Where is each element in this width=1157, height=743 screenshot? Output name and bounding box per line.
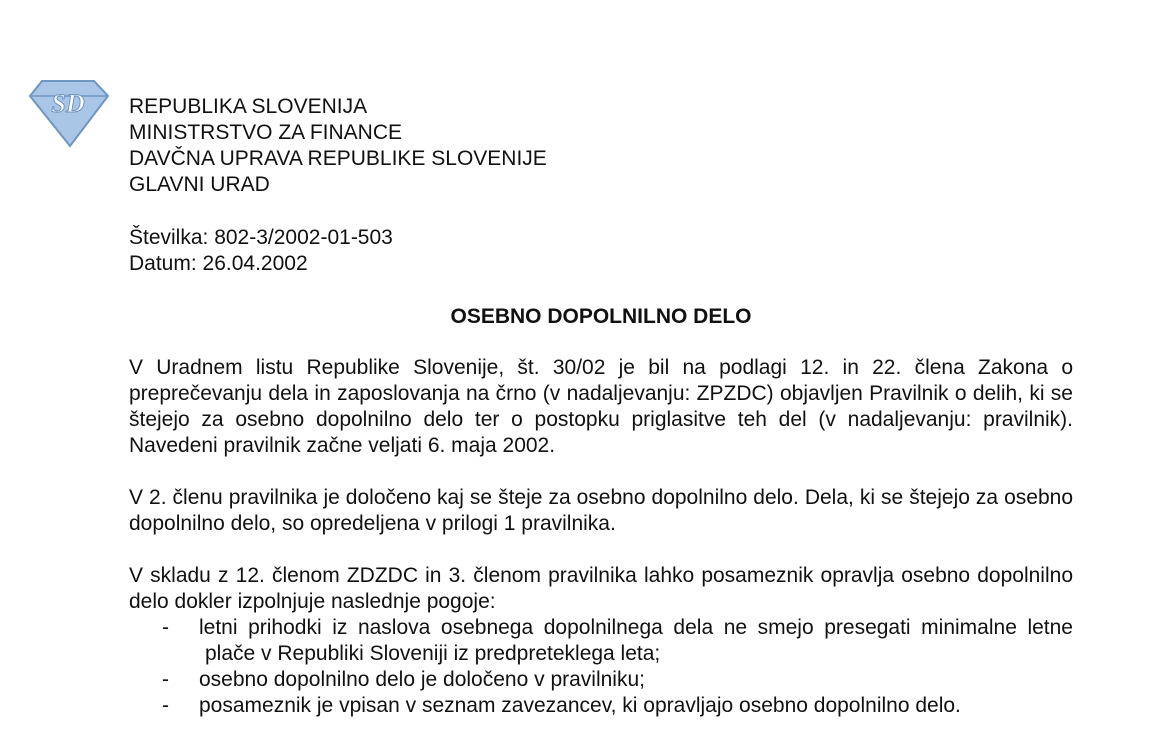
header-line-head-office: GLAVNI URAD (129, 173, 270, 196)
institution-header (129, 94, 547, 198)
document-date: Datum: 26.04.2002 (129, 252, 308, 275)
dash-marker: - (162, 668, 169, 691)
conditions-list (129, 615, 1073, 719)
list-item (129, 667, 1073, 693)
logo-lettering: SD (51, 89, 85, 118)
header-line-tax-administration: DAVČNA UPRAVA REPUBLIKE SLOVENIJE (129, 147, 547, 170)
document-title: OSEBNO DOPOLNILNO DELO (450, 305, 752, 328)
header-line-ministry: MINISTRSTVO ZA FINANCE (129, 121, 403, 144)
document-number: Številka: 802-3/2002-01-503 (129, 226, 393, 249)
paragraph-definition: V 2. členu pravilnika je določeno kaj se šteje za osebno dopolnilno delo. Dela, ki se štejejo za osebno dopolnilno delo, so opredeljena v prilogi 1 pravilnika. (129, 486, 1073, 535)
paragraph-intro: V Uradnem listu Republike Slovenije, št. 30/02 je bil na podlagi 12. in 22. člena Zakona o preprečevanju dela in zaposlovanja na črno (v nadaljevanju: ZPZDC) objavljen Pravilnik o delih, ki se štejejo za osebno dopolnilno delo ter o postopku priglasitve teh del (v nadaljevanju: pravilnik). Navedeni pravilnik začne veljati 6. maja 2002. (129, 356, 1073, 457)
list-item-text: letni prihodki iz naslova osebnega dopolnilnega dela ne smejo presegati minimalne letne plače v Republiki Sloveniji iz predpreteklega leta; (199, 616, 1073, 665)
document-meta (129, 225, 393, 277)
tax-administration-logo (28, 78, 110, 148)
document-body (129, 355, 1073, 719)
list-item-text: posameznik je vpisan v seznam zavezancev, ki opravljajo osebno dopolnilno delo. (199, 694, 961, 717)
dash-marker: - (162, 616, 169, 639)
dash-marker: - (162, 694, 169, 717)
list-item (129, 615, 1073, 667)
paragraph-conditions: V skladu z 12. členom ZDZDC in 3. členom pravilnika lahko posameznik opravlja osebno dopolnilno delo dokler izpolnjuje naslednje pogoje: (129, 564, 1073, 613)
list-item-text: osebno dopolnilno delo je določeno v pravilniku; (199, 668, 645, 691)
header-line-republic: REPUBLIKA SLOVENIJA (129, 95, 368, 118)
list-item (129, 693, 1073, 719)
